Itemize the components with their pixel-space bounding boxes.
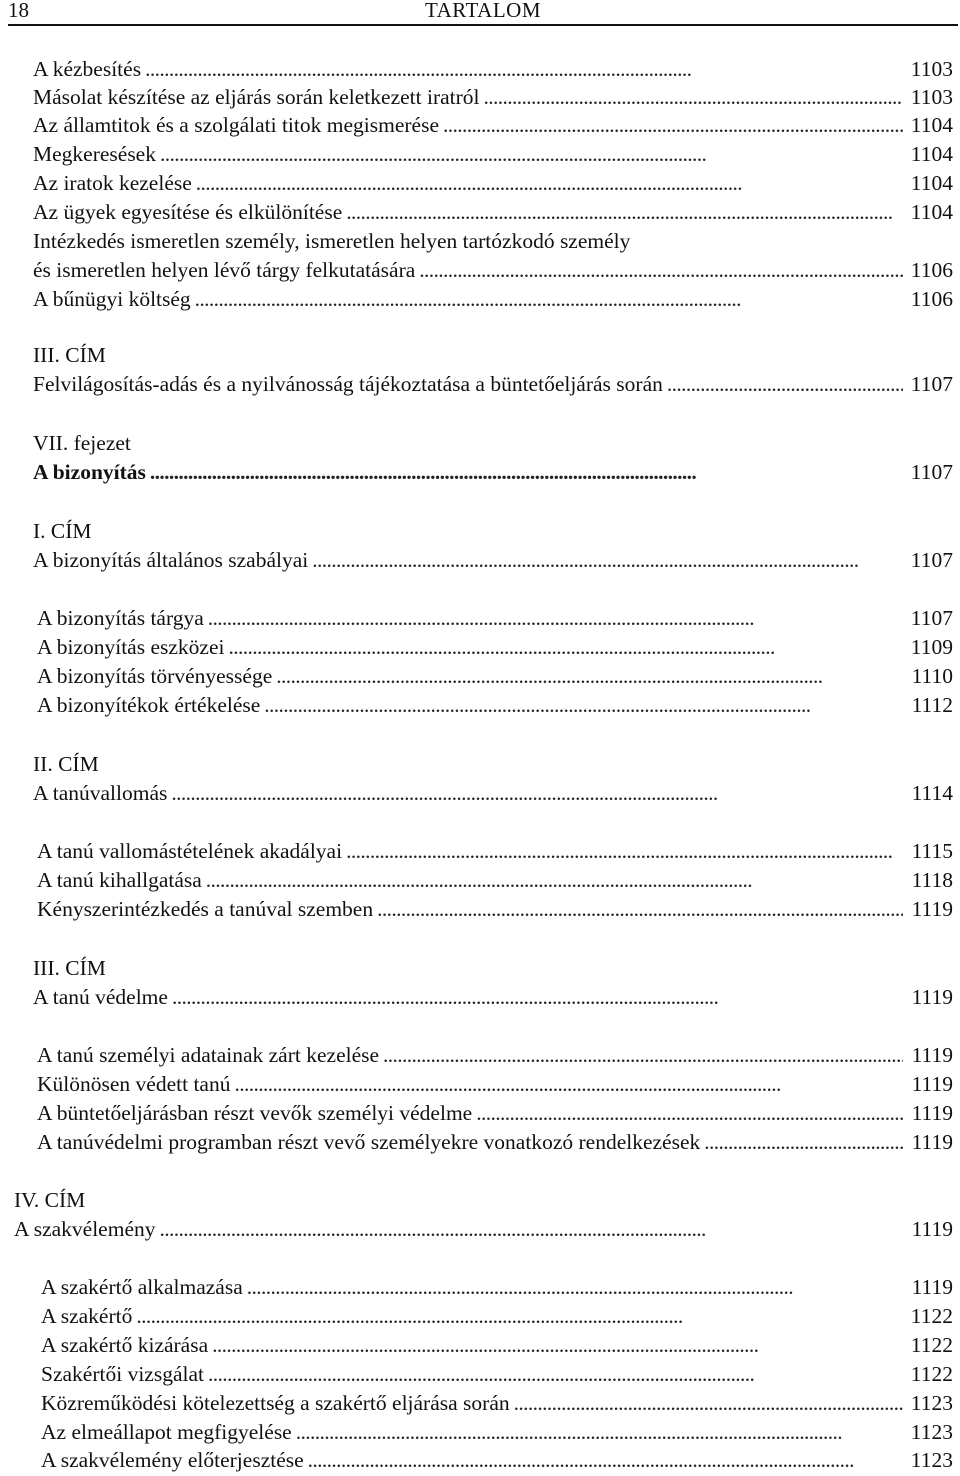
toc-entry-page: 1109: [910, 635, 953, 659]
toc-entry: [41, 1418, 953, 1446]
toc-entry-page: 1103: [910, 85, 953, 109]
toc-entry-title: Az ügyek egyesítése és elkülönítése: [33, 200, 343, 224]
toc-entry-title: és ismeretlen helyen lévő tárgy felkutatására: [33, 258, 416, 282]
leader-dots: [419, 256, 903, 284]
toc-entry: [37, 604, 953, 632]
leader-dots: [212, 1331, 903, 1359]
toc-entry-page: 1119: [911, 1072, 953, 1096]
toc-entry-title: A tanúvallomás: [33, 781, 168, 805]
toc-entry-title: Az államtitok és a szolgálati titok megismerése: [33, 113, 439, 137]
toc-entry-page: 1107: [910, 460, 953, 484]
toc-entry-title: A tanúvédelmi programban részt vevő személyekre vonatkozó rendelkezések: [37, 1130, 701, 1154]
toc-entry: [41, 1360, 953, 1388]
toc-entry: [37, 837, 953, 865]
leader-dots: [484, 83, 903, 111]
leader-dots: [234, 1070, 903, 1098]
toc-entry: [14, 1215, 953, 1243]
toc-entry-page: 1114: [911, 781, 953, 805]
toc-entry-page: 1106: [910, 287, 953, 311]
toc-entry-title: A szakértő kizárása: [41, 1333, 209, 1357]
leader-dots: [296, 1418, 903, 1446]
leader-dots: [276, 662, 903, 690]
toc-entry-title: Az iratok kezelése: [33, 171, 192, 195]
toc-entry: [33, 779, 953, 807]
toc-entry-title: Szakértői vizsgálat: [41, 1362, 204, 1386]
toc-entry: [41, 1446, 953, 1474]
section-heading: I. CÍM: [33, 519, 92, 543]
toc-entry: [33, 546, 953, 574]
toc-entry: [37, 1041, 953, 1069]
toc-entry: [37, 1070, 953, 1098]
toc-entry: [33, 55, 953, 83]
page-number: 18: [8, 0, 29, 22]
leader-dots: [171, 779, 903, 807]
toc-entry-page: 1119: [911, 1101, 953, 1125]
toc-entry: [41, 1273, 953, 1301]
toc-entry: [41, 1331, 953, 1359]
toc-entry-page: 1119: [911, 985, 953, 1009]
toc-entry-page: 1104: [910, 142, 953, 166]
leader-dots: [247, 1273, 903, 1301]
toc-entry: [33, 198, 953, 226]
leader-dots: [195, 285, 903, 313]
toc-entry-title: Felvilágosítás-adás és a nyilvánosság tájékoztatása a büntetőeljárás során: [33, 372, 663, 396]
leader-dots: [160, 1215, 904, 1243]
toc-entry-page: 1104: [910, 113, 953, 137]
toc-entry: [37, 1099, 953, 1127]
toc-entry-page: 1122: [910, 1362, 953, 1386]
section-heading: IV. CÍM: [14, 1188, 86, 1212]
toc-entry-page: 1106: [910, 258, 953, 282]
toc-entry-title: A bűnügyi költség: [33, 287, 191, 311]
section-heading: II. CÍM: [33, 752, 99, 776]
toc-entry: [33, 140, 953, 168]
leader-dots: [308, 1446, 903, 1474]
toc-entry-page: 1107: [910, 606, 953, 630]
toc-entry-page: 1112: [911, 693, 953, 717]
toc-entry-page: 1107: [910, 548, 953, 572]
toc-entry: [33, 111, 953, 139]
toc-entry-title: A bizonyítás tárgya: [37, 606, 204, 630]
leader-dots: [136, 1302, 903, 1330]
leader-dots: [208, 1360, 903, 1388]
leader-dots: [145, 55, 903, 83]
toc-entry-title: Az elmeállapot megfigyelése: [41, 1420, 292, 1444]
toc-entry: [37, 633, 953, 661]
toc-entry: [41, 1389, 953, 1417]
toc-entry-title: A szakértő alkalmazása: [41, 1275, 243, 1299]
toc-entry-page: 1104: [910, 200, 953, 224]
leader-dots: [514, 1389, 903, 1417]
toc-entry: [37, 1128, 953, 1156]
toc-entry-title: A bizonyítás általános szabályai: [33, 548, 309, 572]
leader-dots: [443, 111, 903, 139]
leader-dots: [228, 633, 903, 661]
toc-entry: [33, 169, 953, 197]
toc-entry: [37, 691, 953, 719]
toc-entry: [41, 1302, 953, 1330]
toc-entry: [33, 83, 953, 111]
toc-entry-title: Másolat készítése az eljárás során keletkezett iratról: [33, 85, 480, 109]
toc-entry: [37, 662, 953, 690]
toc-entry-page: 1119: [911, 1275, 953, 1299]
toc-entry: [33, 983, 953, 1011]
toc-entry: [33, 285, 953, 313]
leader-dots: [346, 198, 903, 226]
chapter-heading: VII. fejezet: [33, 431, 131, 455]
toc-entry-page: 1123: [910, 1391, 953, 1415]
toc-entry-title: A tanú személyi adatainak zárt kezelése: [37, 1043, 380, 1067]
section-heading: III. CÍM: [33, 343, 106, 367]
toc-entry-page: 1118: [911, 868, 953, 892]
toc-entry-title: Kényszerintézkedés a tanúval szemben: [37, 897, 374, 921]
toc-entry-page: 1115: [911, 839, 953, 863]
toc-entry-page: 1122: [910, 1333, 953, 1357]
toc-entry-title: Megkeresések: [33, 142, 156, 166]
toc-entry-page: 1110: [911, 664, 953, 688]
toc-entry-title: A bizonyítás törvényessége: [37, 664, 273, 688]
toc-entry-page: 1119: [911, 1043, 953, 1067]
leader-dots: [206, 866, 903, 894]
leader-dots: [208, 604, 903, 632]
section-heading: III. CÍM: [33, 956, 106, 980]
toc-entry-page: 1119: [911, 897, 953, 921]
toc-entry-title: Különösen védett tanú: [37, 1072, 231, 1096]
leader-dots: [383, 1041, 903, 1069]
leader-dots: [196, 169, 903, 197]
toc-entry-page: 1123: [910, 1448, 953, 1472]
toc-entry-title: A tanú védelme: [33, 985, 168, 1009]
leader-dots: [667, 370, 903, 398]
toc-entry: [33, 370, 953, 398]
leader-dots: [346, 837, 903, 865]
toc-entry-title: A bizonyítás eszközei: [37, 635, 225, 659]
toc-entry: [37, 895, 953, 923]
leader-dots: [264, 691, 903, 719]
toc-entry-page: 1104: [910, 171, 953, 195]
toc-entry-page: 1107: [910, 372, 953, 396]
toc-entry-page: 1119: [911, 1217, 953, 1241]
toc-entry-title: A kézbesítés: [33, 57, 142, 81]
toc-entry-page: 1122: [910, 1304, 953, 1328]
leader-dots: [312, 546, 903, 574]
leader-dots: [476, 1099, 903, 1127]
running-title: TARTALOM: [424, 0, 542, 22]
toc-entry-title: A tanú kihallgatása: [37, 868, 202, 892]
leader-dots: [160, 140, 903, 168]
toc-entry-page: 1123: [910, 1420, 953, 1444]
toc-entry: [33, 256, 953, 284]
toc-entry-page: 1103: [910, 57, 953, 81]
leader-dots: [172, 983, 903, 1011]
toc-entry-title: A büntetőeljárásban részt vevők személyi védelme: [37, 1101, 473, 1125]
toc-entry-title: A bizonyítékok értékelése: [37, 693, 261, 717]
leader-dots: [377, 895, 903, 923]
toc-entry-page: 1119: [911, 1130, 953, 1154]
toc-entry-title: A szakvélemény: [14, 1217, 156, 1241]
toc-entry: [37, 866, 953, 894]
toc-entry-title: A szakértő: [41, 1304, 133, 1328]
leader-dots: [704, 1128, 903, 1156]
toc-entry-title: A bizonyítás: [33, 460, 146, 484]
toc-entry-title: Intézkedés ismeretlen személy, ismeretlen helyen tartózkodó személy: [33, 229, 631, 253]
leader-dots: [150, 458, 903, 486]
toc-entry-title: Közreműködési kötelezettség a szakértő eljárása során: [41, 1391, 510, 1415]
toc-entry: [33, 458, 953, 486]
toc-entry-title: A szakvélemény előterjesztése: [41, 1448, 304, 1472]
toc-entry-title: A tanú vallomástételének akadályai: [37, 839, 343, 863]
